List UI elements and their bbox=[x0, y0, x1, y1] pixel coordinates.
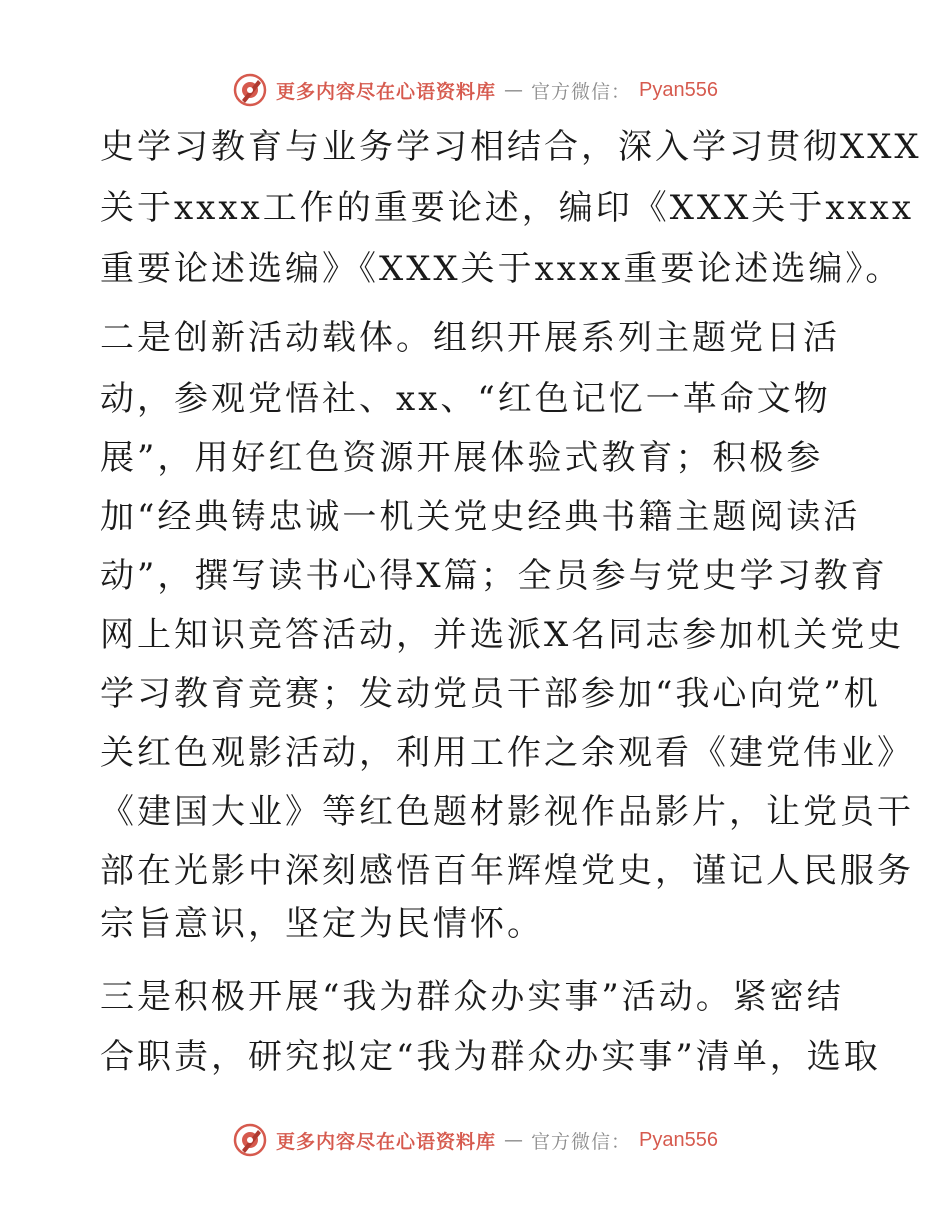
body-line: 部在光影中深刻感悟百年辉煌党史，谨记人民服务 bbox=[100, 851, 914, 891]
body-line: 宗旨意识，坚定为民情怀。 bbox=[100, 904, 544, 944]
body-line: 动”，撰写读书心得X篇；全员参与党史学习教育 bbox=[100, 556, 888, 596]
separator: — bbox=[504, 79, 524, 101]
wechat-label: 官方微信： bbox=[531, 80, 632, 103]
body-line: 动，参观党悟社、xx、“红色记忆一革命文物 bbox=[100, 379, 831, 419]
pen-logo-icon bbox=[232, 1122, 268, 1158]
promo-text: 更多内容尽在心语资料库 bbox=[276, 80, 497, 103]
footer-watermark-banner bbox=[0, 1120, 950, 1160]
wechat-id: Pyan556 bbox=[639, 1128, 718, 1151]
header-watermark-banner bbox=[0, 70, 950, 110]
body-line: 学习教育竞赛；发动党员干部参加“我心向党”机 bbox=[100, 674, 881, 714]
body-line: 关于xxxx工作的重要论述，编印《XXX关于xxxx bbox=[100, 188, 915, 228]
paragraph-start-line: 三是积极开展“我为群众办实事”活动。紧密结 bbox=[100, 977, 844, 1017]
body-line: 关红色观影活动，利用工作之余观看《建党伟业》 bbox=[100, 733, 914, 773]
separator: — bbox=[504, 1129, 524, 1151]
body-line: 合职责，研究拟定“我为群众办实事”清单，选取 bbox=[100, 1037, 881, 1077]
wechat-id: Pyan556 bbox=[639, 78, 718, 101]
paragraph-start-line: 二是创新活动载体。组织开展系列主题党日活 bbox=[100, 318, 840, 358]
body-line: 《建国大业》等红色题材影视作品影片，让党员干 bbox=[100, 792, 914, 832]
wechat-label: 官方微信： bbox=[531, 1130, 632, 1153]
body-line: 网上知识竞答活动，并选派X名同志参加机关党史 bbox=[100, 615, 905, 655]
body-line: 展”，用好红色资源开展体验式教育；积极参 bbox=[100, 438, 824, 478]
pen-logo-icon bbox=[232, 72, 268, 108]
promo-text: 更多内容尽在心语资料库 bbox=[276, 1130, 497, 1153]
body-line: 加“经典铸忠诚一机关党史经典书籍主题阅读活 bbox=[100, 497, 861, 537]
body-line: 史学习教育与业务学习相结合，深入学习贯彻XXX bbox=[100, 127, 922, 167]
body-line: 重要论述选编》《XXX关于xxxx重要论述选编》。 bbox=[100, 249, 903, 289]
